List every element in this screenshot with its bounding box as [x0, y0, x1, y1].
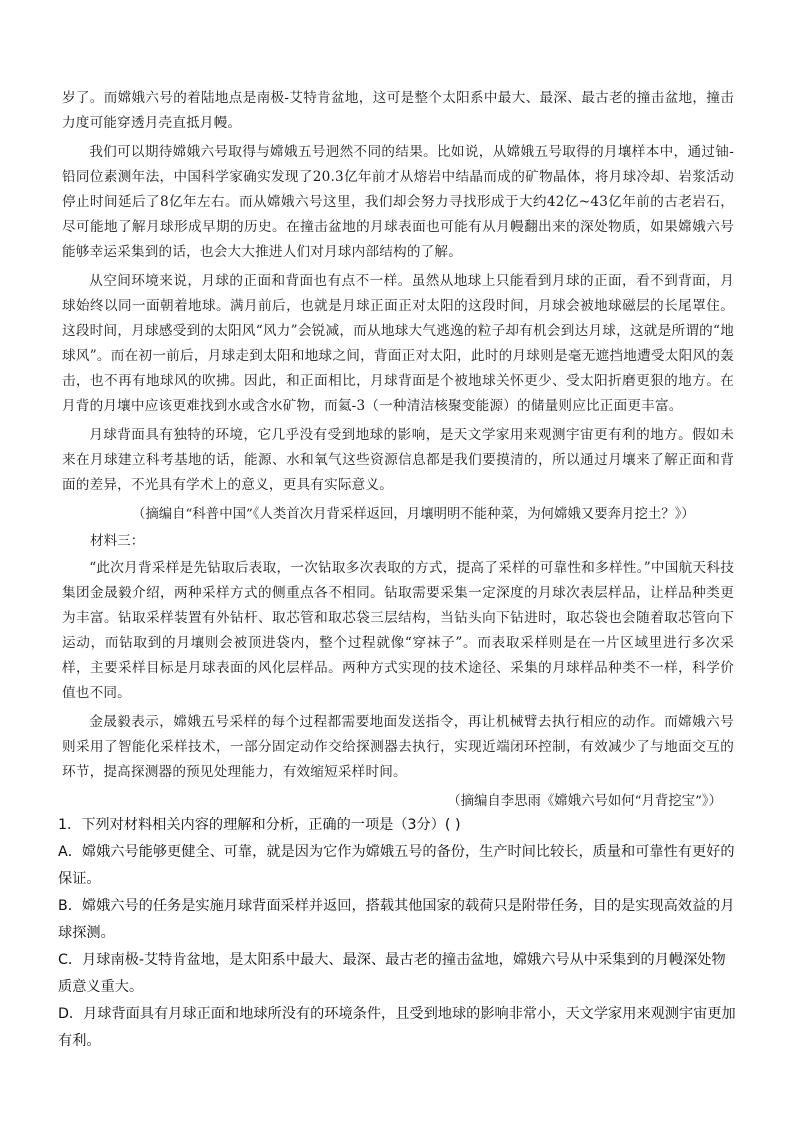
option-d[interactable]: D．月球背面具有月球正面和地球所没有的环境条件，且受到地球的影响非常小，天文学家用来观测宇宙更加有利。	[58, 1006, 736, 1049]
paragraph: 从空间环境来说，月球的正面和背面也有点不一样。虽然从地球上只能看到月球的正面，看不到背面，月球始终以同一面朝着地球。满月前后，也就是月球正面正对太阳的这段时间，月球会被地球磁层的长尾罩住。这段时间，月球感受到的太阳风“风力”会锐减，而从地球大气逃逸的粒子却有机会到达月球，这就是所谓的“地球风”。而在初一前后，月球走到太阳和地球之间，背面正对太阳，此时的月球则是毫无遮挡地遭受太阳风的轰击，也不再有地球风的吹拂。因此，和正面相比，月球背面是个被地球关怀更少、受太阳折磨更狠的地方。在月背的月壤中应该更难找到水或含水矿物，而氦-3（一种清洁核聚变能源）的储量则应比正面更丰富。	[62, 273, 734, 414]
paragraph-continued: 岁了。而嫦娥六号的着陆地点是南极-艾特肯盆地，这可是整个太阳系中最大、最深、最古老的撞击盆地，撞击力度可能穿透月壳直抵月幔。	[62, 90, 734, 131]
paragraph: “此次月背采样是先钻取后表取，一次钻取多次表取的方式，提高了采样的可靠性和多样性。”中国航天科技集团金晟毅介绍，两种采样方式的侧重点各不相同。钻取需要采集一定深度的月球次表层样品，让样品种类更为丰富。钻取采样装置有外钻杆、取芯管和取芯袋三层结构，当钻头向下钻进时，取芯袋也会随着取芯管向下运动，而钻取到的月壤则会被顶进袋内，整个过程就像“穿袜子”。而表取采样则是在一片区域里进行多次采样，主要采样目标是月球表面的风化层样品。两种方式实现的技术途径、采集的月球样品种类不一样，科学价值也不同。	[62, 560, 734, 701]
paragraph: 金晟毅表示，嫦娥五号采样的每个过程都需要地面发送指令，再让机械臂去执行相应的动作。而嫦娥六号则采用了智能化采样技术，一部分固定动作交给探测器去执行，实现近端闭环控制，有效减少了与地面交互的环节，提高探测器的预见处理能力，有效缩短采样时间。	[62, 714, 734, 780]
source-citation: （摘编自李思雨《嫦娥六号如何“月背挖宝”》）	[447, 794, 722, 809]
option-b[interactable]: B．嫦娥六号的任务是实施月球背面采样并返回，搭载其他国家的载荷只是附带任务，目的是实现高效益的月球探测。	[58, 898, 735, 941]
question-block	[58, 812, 738, 1055]
material-label: 材料三：	[90, 533, 145, 549]
paragraph: 我们可以期待嫦娥六号取得与嫦娥五号迥然不同的结果。比如说，从嫦娥五号取得的月壤样本中，通过铀-铅同位素测年法，中国科学家确实发现了20.3亿年前才从熔岩中结晶而成的矿物晶体，将月球冷却、岩浆活动停止时间延后了8亿年左右。而从嫦娥六号这里，我们却会努力寻找形成于大约42亿~43亿年前的古老岩石，尽可能地了解月球形成早期的历史。在撞击盆地的月球表面也可能有从月幔翻出来的深处物质，如果嫦娥六号能够幸运采集到的话，也会大大推进人们对月球内部结构的了解。	[62, 144, 734, 260]
option-c[interactable]: C．月球南极-艾特肯盆地，是太阳系中最大、最深、最古老的撞击盆地，嫦娥六号从中采集到的月幔深处物质意义重大。	[58, 952, 726, 995]
source-citation: （摘编自“科普中国”《人类首次月背采样返回，月壤明明不能种菜，为何嫦娥又要奔月挖土？》）	[132, 507, 695, 522]
question-stem: 1．下列对材料相关内容的理解和分析，正确的一项是（3分）( )	[58, 817, 461, 833]
option-a[interactable]: A．嫦娥六号能够更健全、可靠，就是因为它作为嫦娥五号的备份，生产时间比较长，质量和可靠性有更好的保证。	[58, 844, 735, 887]
paragraph: 月球背面具有独特的环境，它几乎没有受到地球的影响，是天文学家用来观测宇宙更有利的地方。假如未来在月球建立科考基地的话，能源、水和氧气这些资源信息都是我们要摸清的，所以通过月壤来了解正面和背面的差异，不光具有学术上的意义，更具有实际意义。	[62, 427, 734, 493]
reading-material	[62, 86, 734, 814]
